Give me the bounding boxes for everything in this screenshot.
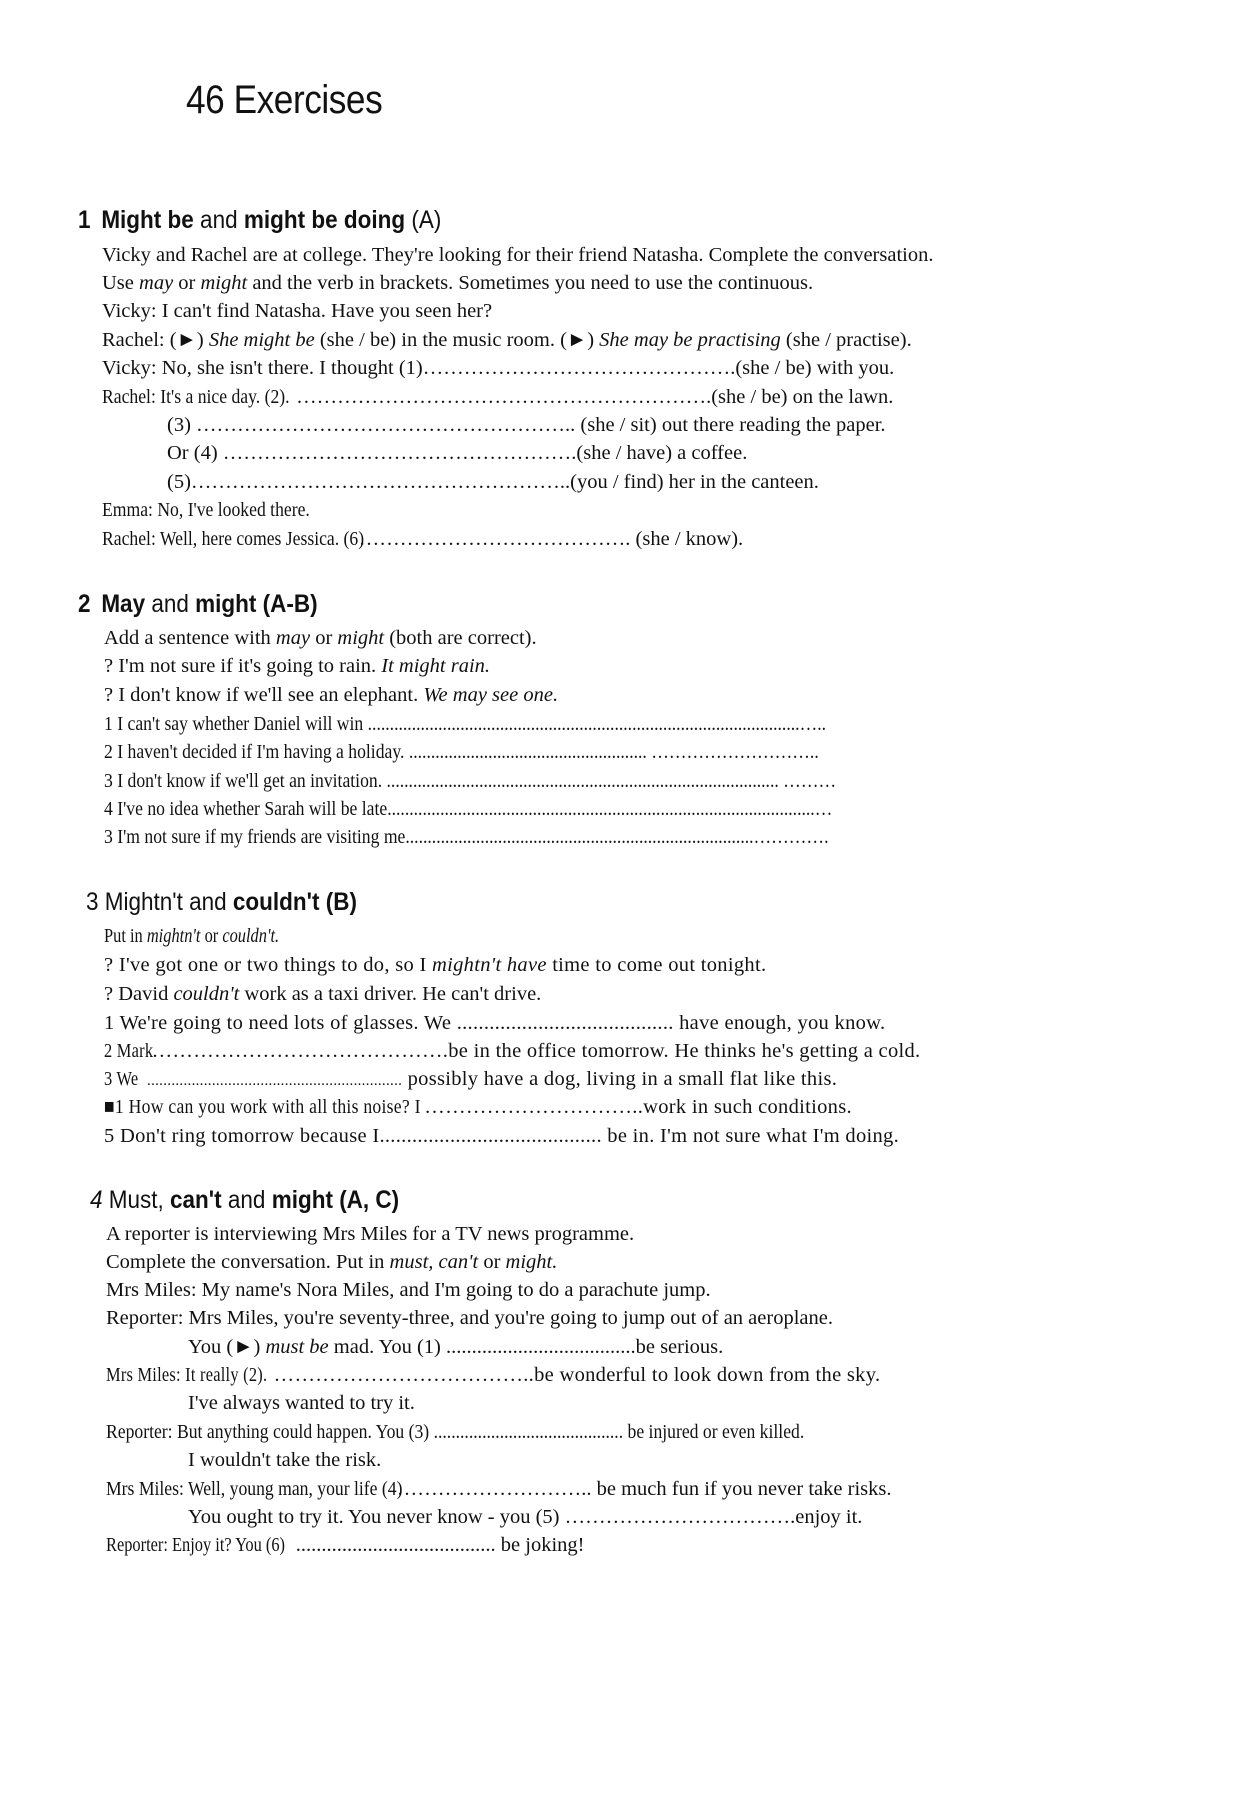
s2-example-1 — [104, 656, 490, 677]
s1-line-1: Vicky: I can't find Natasha. Have you seen her? — [102, 300, 493, 322]
s1-line-8 — [102, 500, 344, 521]
s3-q2a: 2 Mark — [104, 1040, 154, 1062]
s3-intro-d: couldn't. — [222, 925, 280, 947]
s3-q3a: 3 We — [104, 1068, 139, 1090]
s3-ex2a: ? David — [104, 983, 174, 1005]
section-1-heading-ref: (A) — [405, 206, 442, 234]
s4-l3b: must be — [265, 1336, 329, 1358]
section-1-heading-and: and — [193, 206, 244, 234]
s4-intro2d: might. — [505, 1251, 558, 1273]
s2-intro-c: or — [310, 627, 338, 649]
s2-question-2 — [104, 742, 935, 763]
s1-line-7: (5)………………………………………………..(you / find) her in the canteen. — [167, 471, 819, 493]
s2-ex1b: It might rain. — [381, 655, 491, 677]
s2-intro-b: may — [275, 627, 311, 649]
s3-question-1: 1 We're going to need lots of glasses. We ........................................ have enough, you know. — [104, 1012, 886, 1034]
s1-l2b: She might be — [208, 329, 315, 351]
s4-line-2: Reporter: Mrs Miles, you're seventy-three, and you're going to jump out of an aeroplane. — [106, 1307, 833, 1329]
page-title: 46 Exercises — [186, 78, 383, 122]
s3-ex1b: mightn't have — [432, 954, 547, 976]
s1-line-2 — [102, 330, 912, 351]
s4-line-6 — [106, 1422, 918, 1443]
s4-intro-line-2 — [106, 1252, 557, 1273]
s4-line-3 — [188, 1337, 723, 1358]
section-4-number: 4 — [90, 1186, 103, 1214]
s3-question-2 — [104, 1041, 920, 1062]
s2-intro-a: Add a sentence with — [104, 627, 276, 649]
s2-ex1a: ? I'm not sure if it's going to rain. — [104, 655, 382, 677]
s1-l4b: …………………………………………………….(she / be) on the lawn. — [296, 386, 894, 408]
s4-line-10 — [106, 1535, 584, 1556]
s3-question-4 — [104, 1097, 852, 1118]
section-2-number: 2 — [78, 590, 91, 618]
s3-q4a: ■1 How can you work with all this noise? I — [104, 1096, 421, 1118]
s3-ex1a: ? I've got one or two things to do, so I — [104, 954, 433, 976]
s3-intro-c: or — [200, 925, 223, 947]
s2-question-4 — [104, 799, 951, 820]
s2-q2: 2 I haven't decided if I'm having a holiday. ...................................................... ……………………….. — [104, 741, 819, 763]
section-3-heading-mightnt: 3 Mightn't and — [86, 888, 233, 916]
s2-intro-d: might — [337, 627, 385, 649]
section-4-heading-must: Must, — [102, 1186, 171, 1214]
s2-ex2a: ? I don't know if we'll see an elephant. — [104, 684, 424, 706]
s2-q5: 3 I'm not sure if my friends are visiting me...............................................................................…………. — [104, 826, 829, 848]
s2-intro-e: (both are correct). — [384, 627, 537, 649]
section-3-heading-couldnt: couldn't (B) — [232, 888, 357, 916]
s1-intro2e: and the verb in brackets. Sometimes you need to use the continuous. — [247, 272, 814, 294]
section-4-heading-cant: can't — [170, 1186, 222, 1214]
s1-line-3: Vicky: No, she isn't there. I thought (1)……………………………………….(she / be) with you. — [102, 357, 895, 379]
s2-ex2b: We may see one. — [423, 684, 559, 706]
s1-line-6: Or (4) …………………………………………….(she / have) a coffee. — [167, 442, 748, 464]
s4-l8b: ……………………….. be much fun if you never take risks. — [396, 1478, 892, 1500]
s1-line-4 — [102, 387, 893, 408]
s4-l10a: Reporter: Enjoy it? You (6) — [106, 1534, 286, 1556]
s4-l4a: Mrs Miles: It really (2). — [106, 1364, 268, 1386]
s3-intro-b: mightn't — [146, 925, 201, 947]
s2-q4: 4 I've no idea whether Sarah will be late.................................................................................................… — [104, 798, 833, 820]
s1-l4a: Rachel: It's a nice day. (2). — [102, 386, 290, 408]
s3-ex2b: couldn't — [173, 983, 240, 1005]
s1-intro2b: may — [139, 272, 174, 294]
s1-intro-line-1: Vicky and Rachel are at college. They're looking for their friend Natasha. Complete the conversation. — [102, 244, 934, 266]
s4-line-9: You ought to try it. You never know - you (5) …………………………….enjoy it. — [188, 1506, 863, 1528]
s1-intro2d: might — [200, 272, 248, 294]
section-4-heading — [90, 1186, 399, 1215]
s1-l2c: (she / be) in the music room. (►) — [314, 329, 600, 351]
s4-line-4 — [106, 1365, 880, 1386]
s1-l9a: Rachel: Well, here comes Jessica. (6) — [102, 528, 365, 550]
s3-q2b: …………………………………….be in the office tomorrow. He thinks he's getting a cold. — [151, 1040, 921, 1062]
s1-l2d: She may be practising — [599, 329, 781, 351]
section-4-heading-and: and — [221, 1186, 272, 1214]
s4-l3c: mad. You (1) .....................................be serious. — [328, 1336, 724, 1358]
s1-intro2a: Use — [102, 272, 140, 294]
s3-example-1 — [104, 955, 766, 976]
s4-l10b: ....................................... be joking! — [295, 1534, 585, 1556]
s4-line-5: I've always wanted to try it. — [188, 1392, 415, 1414]
s1-intro-line-2 — [102, 273, 813, 294]
section-1-heading-might-be-doing: might be doing — [243, 206, 406, 234]
s3-q3b: ............................................................... — [147, 1073, 403, 1089]
section-3-heading — [86, 888, 357, 917]
s3-example-2 — [104, 984, 541, 1005]
s3-ex2c: work as a taxi driver. He can't drive. — [239, 983, 542, 1005]
s2-intro — [104, 628, 537, 649]
s3-question-3 — [104, 1069, 837, 1090]
section-2-heading-and: and — [145, 590, 196, 618]
s1-l2a: Rachel: (►) — [102, 329, 209, 351]
s4-line-8 — [106, 1479, 891, 1500]
s4-intro2a: Complete the conversation. Put in — [106, 1251, 390, 1273]
s2-q1: 1 I can't say whether Daniel will win ..................................................................................................….. — [104, 713, 827, 735]
s2-question-1 — [104, 714, 944, 735]
s3-intro — [104, 926, 323, 947]
s1-l8: Emma: No, I've looked there. — [102, 499, 310, 521]
section-2-heading — [78, 590, 318, 619]
s4-intro-line-1: A reporter is interviewing Mrs Miles for a TV news programme. — [106, 1223, 635, 1245]
s2-question-5 — [104, 827, 946, 848]
section-1-heading-might-be: Might be — [101, 206, 194, 234]
section-1-number: 1 — [78, 206, 91, 234]
s4-line-7: I wouldn't take the risk. — [188, 1449, 382, 1471]
s4-l8a: Mrs Miles: Well, young man, your life (4) — [106, 1478, 403, 1500]
s1-l9b: …………………………………. (she / know). — [358, 528, 744, 550]
s3-question-5: 5 Don't ring tomorrow because I......................................... be in. I'm not sure what I'm doing. — [104, 1125, 900, 1147]
s4-l4b: ………………………………..be wonderful to look down from the sky. — [273, 1364, 881, 1386]
s2-example-2 — [104, 685, 558, 706]
section-2-heading-might: might (A-B) — [195, 590, 318, 618]
s1-line-9 — [102, 529, 743, 550]
section-4-heading-might: might (A, C) — [271, 1186, 400, 1214]
s3-q4b: …………………………..work in such conditions. — [424, 1096, 852, 1118]
s4-l6: Reporter: But anything could happen. You (3) ........................................... be injured or even killed. — [106, 1421, 805, 1443]
s4-line-1: Mrs Miles: My name's Nora Miles, and I'm going to do a parachute jump. — [106, 1279, 711, 1301]
s4-l3a: You (►) — [188, 1336, 266, 1358]
s2-question-3 — [104, 771, 955, 792]
s1-intro2c: or — [173, 272, 201, 294]
s3-q3c: possibly have a dog, living in a small flat like this. — [402, 1068, 838, 1090]
s1-l2e: (she / practise). — [780, 329, 912, 351]
s1-line-5: (3) ……………………………………………….. (she / sit) out there reading the paper. — [167, 414, 886, 436]
s4-intro2b: must, can't — [389, 1251, 479, 1273]
s3-intro-a: Put in — [104, 925, 147, 947]
s3-ex1c: time to come out tonight. — [546, 954, 767, 976]
s2-q3: 3 I don't know if we'll get an invitation. ......................................................................................... ……… — [104, 770, 837, 792]
section-2-heading-may: May — [101, 590, 146, 618]
section-1-heading — [78, 206, 441, 235]
s4-intro2c: or — [478, 1251, 506, 1273]
